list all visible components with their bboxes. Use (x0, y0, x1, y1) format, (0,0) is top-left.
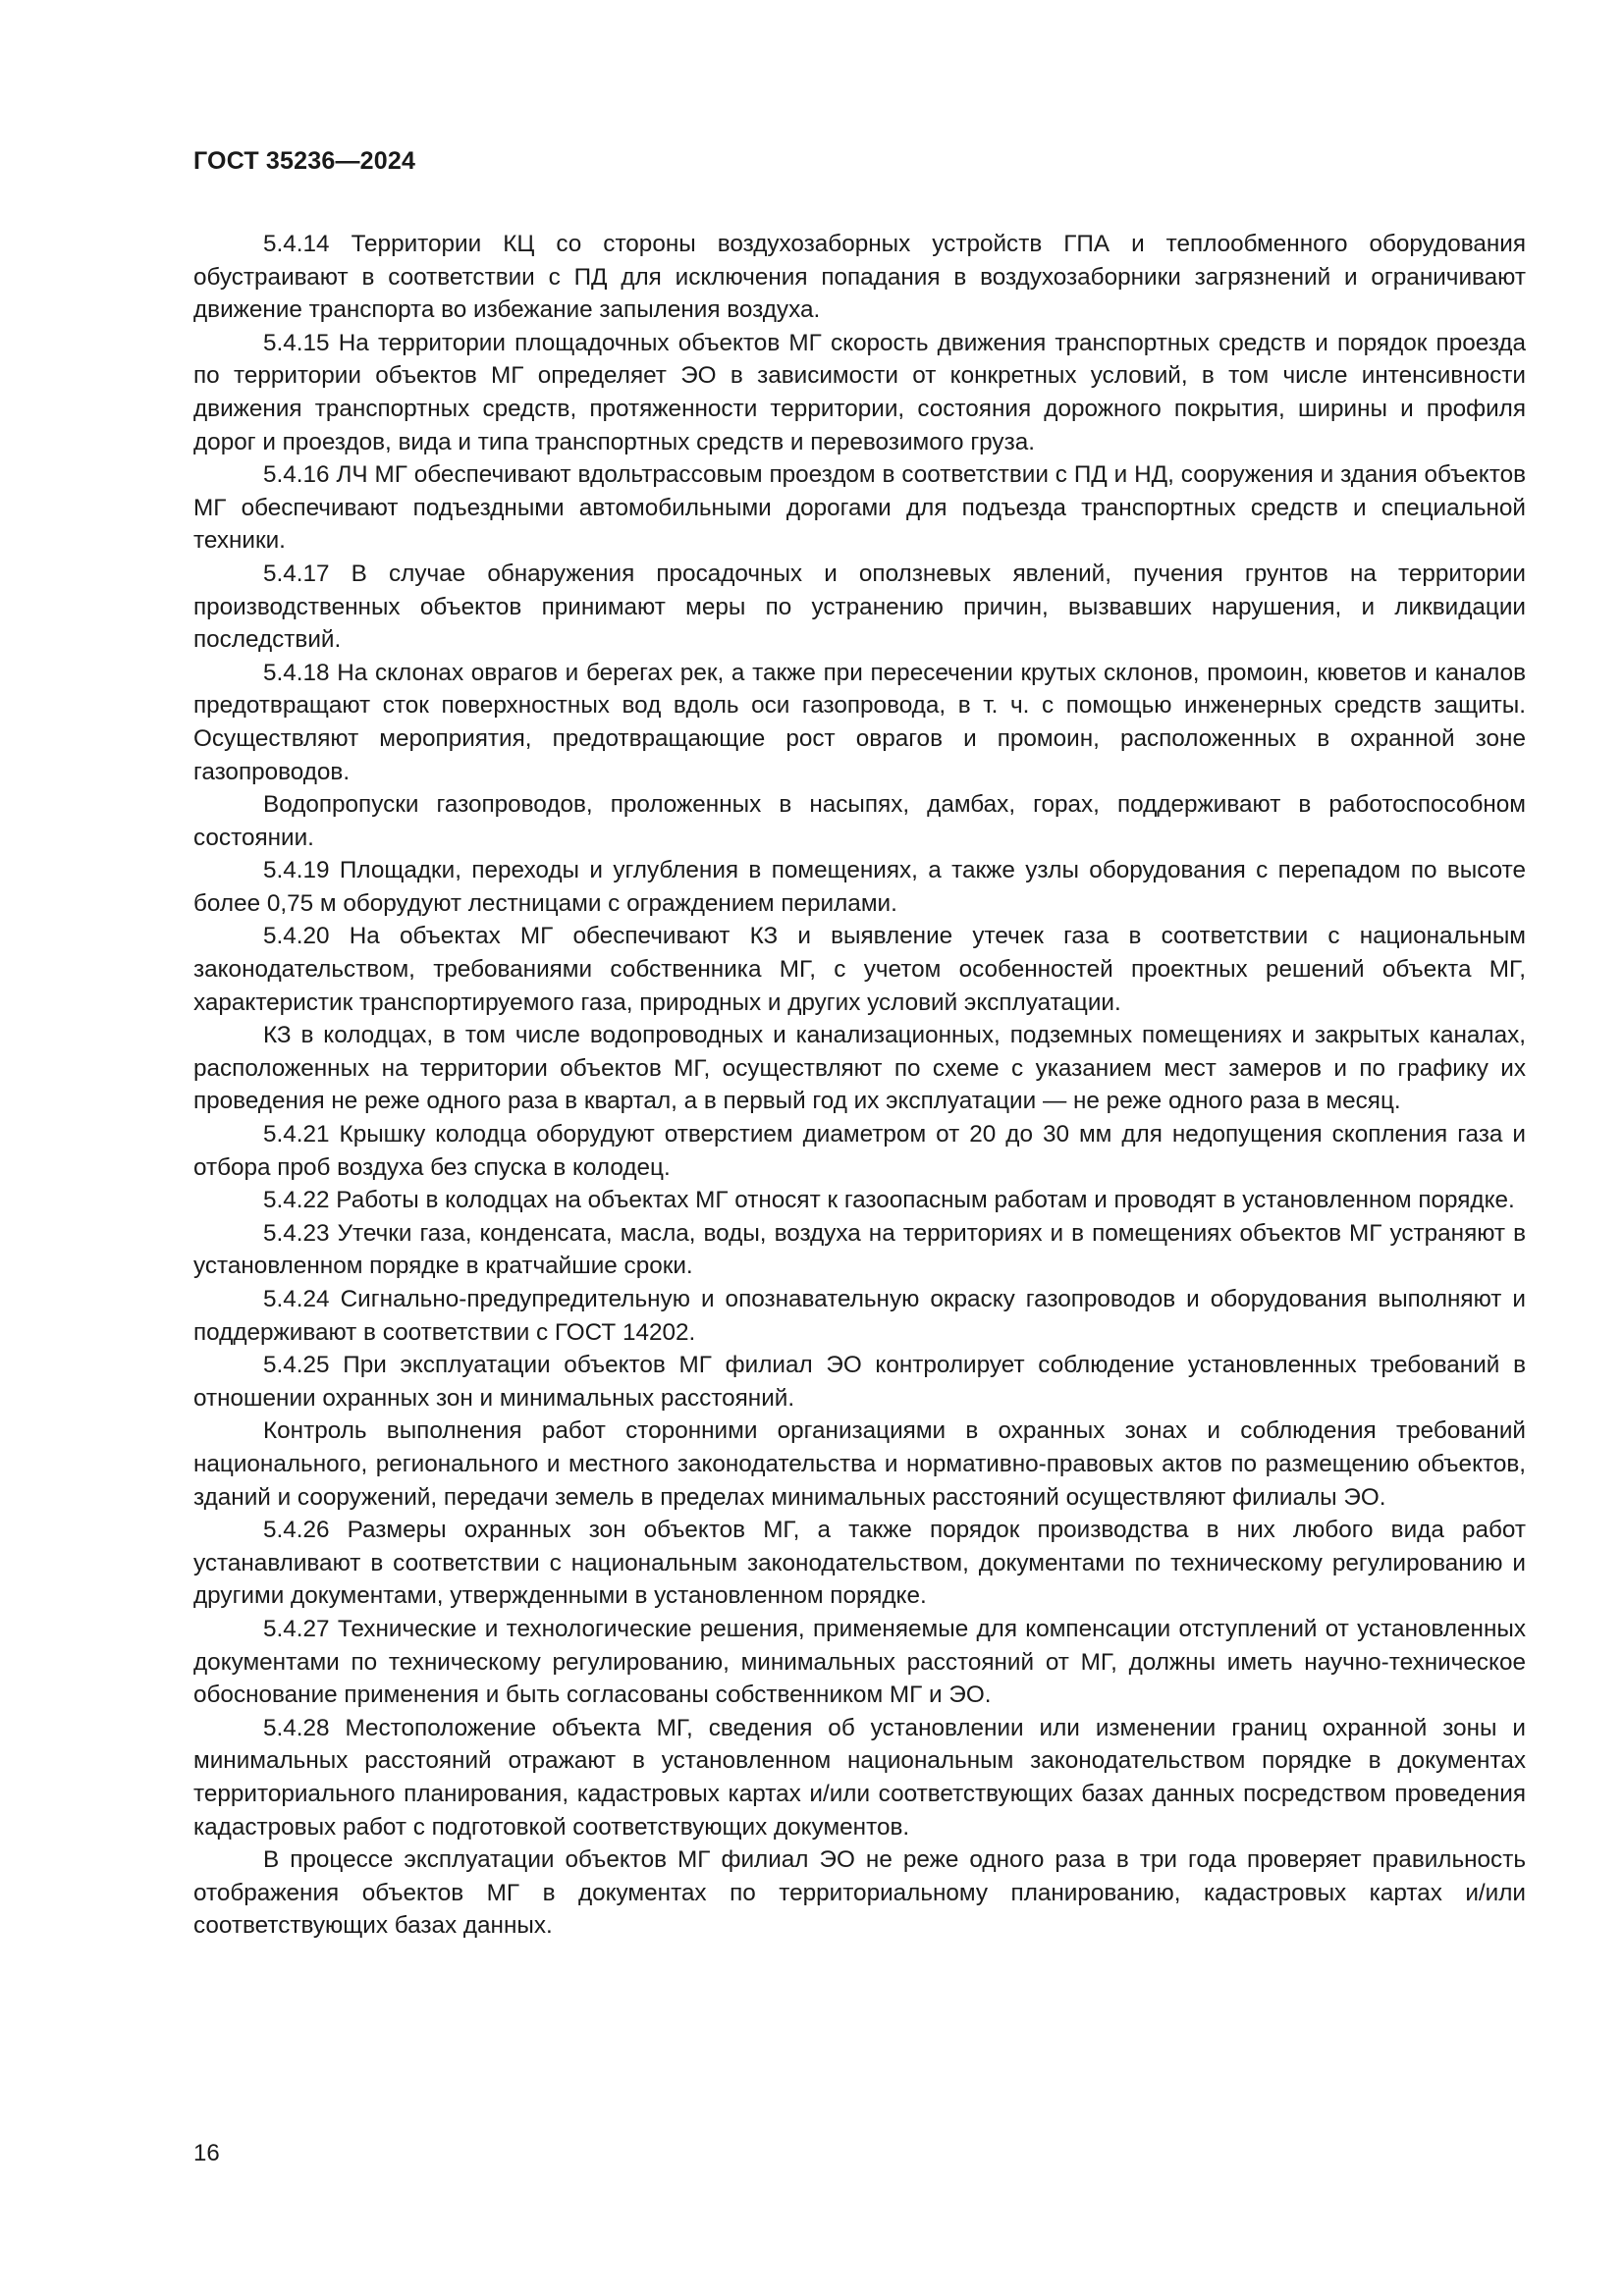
paragraph-5-4-23: 5.4.23 Утечки газа, конденсата, масла, воды, воздуха на территориях и в помещениях объектов МГ устраняют в установленном порядке в кратчайшие сроки. (193, 1219, 1526, 1280)
paragraph-5-4-19: 5.4.19 Площадки, переходы и углубления в помещениях, а также узлы оборудования с перепадом по высоте более 0,75 м оборудуют лестницами с ограждением перилами. (193, 857, 1526, 917)
paragraph-5-4-22: 5.4.22 Работы в колодцах на объектах МГ относят к газоопасным работам и проводят в установленном порядке. (263, 1187, 1515, 1214)
paragraph-5-4-28-continued: В процессе эксплуатации объектов МГ филиал ЭО не реже одного раза в три года проверяет правильность отображения объектов МГ в документах по территориальному планированию, кадастровых картах и/или соответствующих базах данных. (193, 1846, 1526, 1940)
paragraph-5-4-21: 5.4.21 Крышку колодца оборудуют отверстием диаметром от 20 до 30 мм для недопущения скопления газа и отбора проб воздуха без спуска в колодец. (193, 1121, 1526, 1181)
paragraph-5-4-15: 5.4.15 На территории площадочных объектов МГ скорость движения транспортных средств и порядок проезда по территории объектов МГ определяет ЭО в зависимости от конкретных условий, в том числе интенсивности движения транспортных средств, протяженности территории, состояния дорожного покрытия, ширины и профиля дорог и проездов, вида и типа транспортных средств и перевозимого груза. (193, 329, 1526, 455)
paragraph-5-4-20-continued: КЗ в колодцах, в том числе водопроводных и канализационных, подземных помещениях и закрытых каналах, расположенных на территории объектов МГ, осуществляют по схеме с указанием мест замеров и по графику их проведения не реже одного раза в квартал, а в первый год их эксплуатации — не реже одного раза в месяц. (193, 1022, 1526, 1115)
document-body (193, 228, 1526, 1943)
paragraph-5-4-25: 5.4.25 При эксплуатации объектов МГ филиал ЭО контролирует соблюдение установленных требований в отношении охранных зон и минимальных расстояний. (193, 1352, 1526, 1412)
paragraph-5-4-28: 5.4.28 Местоположение объекта МГ, сведения об установлении или изменении границ охранной зоны и минимальных расстояний отражают в установленном национальным законодательством порядке в документах территориального планирования, кадастровых картах и/или соответствующих базах данных посредством проведения кадастровых работ с подготовкой соответствующих документов. (193, 1714, 1526, 1841)
paragraph-5-4-26: 5.4.26 Размеры охранных зон объектов МГ, а также порядок производства в них любого вида работ устанавливают в соответствии с национальным законодательством, документами по техническому регулированию и другими документами, утвержденными в установленном порядке. (193, 1517, 1526, 1610)
paragraph-5-4-27: 5.4.27 Технические и технологические решения, применяемые для компенсации отступлений от установленных документами по техническому регулированию, минимальных расстояний от МГ, должны иметь научно-техническое обоснование применения и быть согласованы собственником МГ и ЭО. (193, 1615, 1526, 1709)
paragraph-5-4-25-continued: Контроль выполнения работ сторонними организациями в охранных зонах и соблюдения требований национального, регионального и местного законодательства и нормативно-правовых актов по размещению объектов, зданий и сооружений, передачи земель в пределах минимальных расстояний осуществляют филиалы ЭО. (193, 1417, 1526, 1511)
paragraph-5-4-20: 5.4.20 На объектах МГ обеспечивают КЗ и выявление утечек газа в соответствии с национальным законодательством, требованиями собственника МГ, с учетом особенностей проектных решений объекта МГ, характеристик транспортируемого газа, природных и других условий эксплуатации. (193, 923, 1526, 1016)
paragraph-5-4-18: 5.4.18 На склонах оврагов и берегах рек, а также при пересечении крутых склонов, промоин, кюветов и каналов предотвращают сток поверхностных вод вдоль оси газопровода, в т. ч. с помощью инженерных средств защиты. Осуществляют мероприятия, предотвращающие рост оврагов и промоин, расположенных в охранной зоне газопроводов. (193, 659, 1526, 785)
paragraph-5-4-18-continued: Водопропуски газопроводов, проложенных в насыпях, дамбах, горах, поддерживают в работоспособном состоянии. (193, 791, 1526, 851)
paragraph-5-4-17: 5.4.17 В случае обнаружения просадочных и оползневых явлений, пучения грунтов на территории производственных объектов принимают меры по устранению причин, вызвавших нарушения, и ликвидации последствий. (193, 560, 1526, 654)
paragraph-5-4-16: 5.4.16 ЛЧ МГ обеспечивают вдольтрассовым проездом в соответствии с ПД и НД, сооружения и здания объектов МГ обеспечивают подъездными автомобильными дорогами для подъезда транспортных средств и специальной техники. (193, 461, 1526, 555)
page-number: 16 (193, 2140, 220, 2166)
paragraph-5-4-24: 5.4.24 Сигнально-предупредительную и опознавательную окраску газопроводов и оборудования выполняют и поддерживают в соответствии с ГОСТ 14202. (193, 1286, 1526, 1346)
document-header: ГОСТ 35236—2024 (193, 147, 416, 175)
paragraph-5-4-14: 5.4.14 Территории КЦ со стороны воздухозаборных устройств ГПА и теплообменного оборудования обустраивают в соответствии с ПД для исключения попадания в воздухозаборники загрязнений и ограничивают движение транспорта во избежание запыления воздуха. (193, 231, 1526, 324)
